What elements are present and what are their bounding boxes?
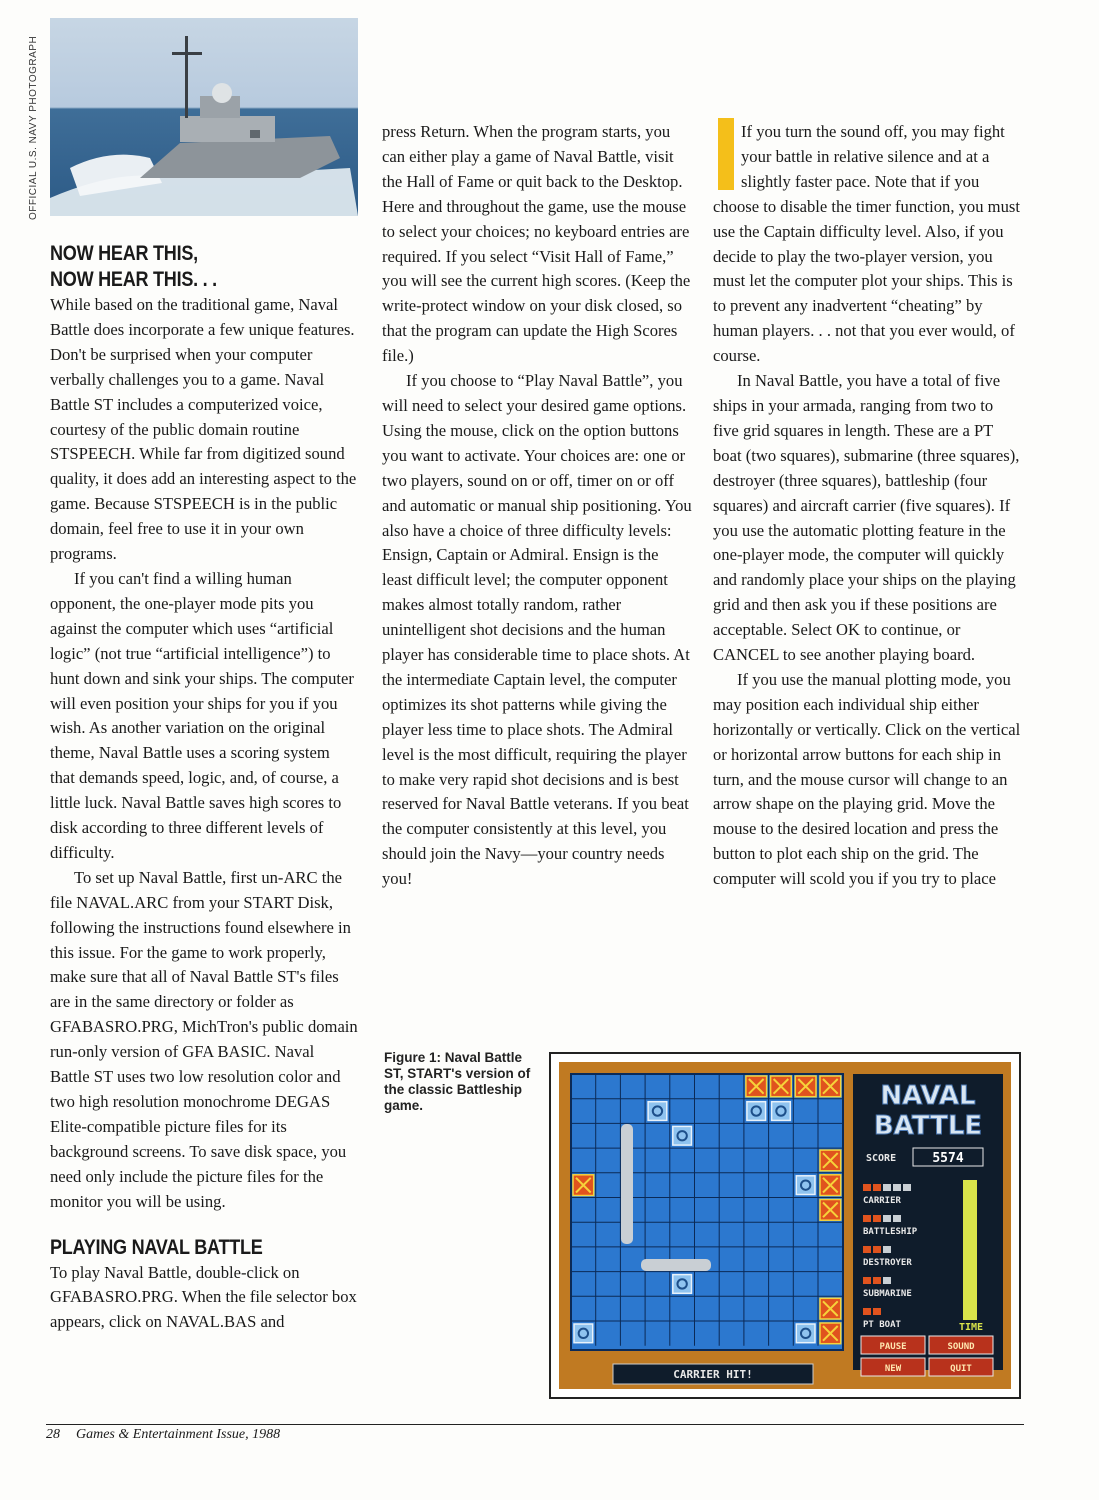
ship-segment-indicator <box>863 1184 871 1191</box>
battleship-ship <box>641 1259 711 1271</box>
paragraph: If you turn the sound off, you may fight your battle in relative silence and at a slightly faster pace. Note that if you choose to disable the timer function, you must use the Captain difficulty level. Also, if you decide to play the two-player version, you must let the computer plot your ships. This is to prevent any inadvertent “cheating” by human players. . . not that you ever would, of course. <box>713 122 1020 366</box>
miss-marker <box>648 1102 667 1121</box>
carrier-ship <box>621 1124 633 1244</box>
svg-text:PAUSE: PAUSE <box>879 1342 907 1352</box>
ship-segment-indicator <box>863 1246 871 1253</box>
miss-marker <box>796 1176 815 1195</box>
patrol-boat-illustration <box>50 18 358 216</box>
time-label: TIME <box>958 1322 984 1333</box>
column-2 <box>382 120 692 892</box>
svg-text:SOUND: SOUND <box>947 1342 975 1352</box>
hit-marker <box>820 1298 841 1319</box>
heading-line: NOW HEAR THIS, <box>50 242 198 265</box>
section-heading-playing: PLAYING NAVAL BATTLE <box>50 1235 263 1259</box>
paragraph: If you use the manual plotting mode, you may position each individual ship either horizontally or vertically. Click on the vertical or horizontal arrow buttons for each ship in turn, and the mouse cursor will change to an arrow shape on the playing grid. Move the mouse to the desired location and press the button to plot each ship on the grid. The computer will scold you if you try to place <box>713 669 1021 889</box>
game-title-line1: NAVAL <box>880 1081 976 1111</box>
paragraph: In Naval Battle, you have a total of five ships in your armada, ranging from two to five grid squares in length. These are a PT boat (two squares), submarine (three squares), destroyer (three squares), battleship (four squares) and aircraft carrier (five squares). If you use the automatic plotting feature in the one-player mode, the computer will quickly and randomly place your ships on the playing grid and then ask you if these positions are acceptable. Select OK to continue, or CANCEL to see another playing board. <box>713 371 1020 665</box>
column-1 <box>50 241 358 1335</box>
ship-segment-indicator <box>883 1246 891 1253</box>
ship-label: CARRIER <box>863 1196 901 1206</box>
ship-segment-indicator <box>893 1215 901 1222</box>
ship-label: PT BOAT <box>863 1320 901 1330</box>
section-heading-now-hear-this <box>50 241 315 293</box>
ship-segment-indicator <box>863 1277 871 1284</box>
score-label: SCORE <box>866 1153 897 1164</box>
issue-title: Games & Entertainment Issue, 1988 <box>76 1427 281 1442</box>
ship-segment-indicator <box>873 1246 881 1253</box>
navy-ship-photo <box>50 18 358 216</box>
ship-segment-indicator <box>883 1277 891 1284</box>
game-title-line2: BATTLE <box>873 1111 983 1141</box>
ship-segment-indicator <box>903 1184 911 1191</box>
score-value: 5574 <box>932 1151 964 1166</box>
quit-button[interactable] <box>929 1358 993 1376</box>
hit-marker <box>746 1076 767 1097</box>
paragraph: While based on the traditional game, Naval Battle does incorporate a few unique features. Don't be surprised when your computer verbally challenges you to a game. Naval Battle ST includes a computerized voice, courtesy of the public domain routine STSPEECH. While far from digitized sound quality, it does add an interesting aspect to the game. Because STSPEECH is in the public domain, feel free to use it in your own programs. <box>50 295 357 564</box>
ship-label: SUBMARINE <box>863 1289 912 1299</box>
paragraph: To set up Naval Battle, first un-ARC the file NAVAL.ARC from your START Disk, following the instructions found elsewhere in this issue. For the game to work properly, make sure that all of Naval Battle ST's files are in the same directory or folder as GFABASRO.PRG, MichTron's public domain run-only version of GFA BASIC. Naval Battle ST uses two low resolution color and two high resolution monochrome DEGAS Elite-compatible picture files for its background screens. To save disk space, you need only include the picture files for the monitor you will be using. <box>50 867 358 1211</box>
paragraph: press Return. When the program starts, you can either play a game of Naval Battle, visit the Hall of Fame or quit back to the Desktop. Here and throughout the game, use the mouse to select your choices; no keyboard entries are required. If you select “Visit Hall of Fame,” you will see the current high scores. (Keep the write-protect window on your disk closed, so that the program can update the High Scores file.) <box>382 122 691 366</box>
miss-marker <box>673 1275 692 1294</box>
column-3 <box>713 120 1023 892</box>
naval-battle-screen <box>551 1054 1019 1397</box>
ship-segment-indicator <box>873 1184 881 1191</box>
ship-label: DESTROYER <box>863 1258 912 1268</box>
hit-marker <box>820 1076 841 1097</box>
hit-marker <box>573 1175 594 1196</box>
paragraph: If you can't find a willing human opponent, the one-player mode pits you against the computer which uses “artificial logic” (not true “artificial intelligence”) to hunt down and sink your ships. The computer will even position your ships for you if you wish. As another variation on the original theme, Naval Battle uses a scoring system that demands speed, logic, and, of course, a little luck. Naval Battle saves high scores to disk according to three different levels of difficulty. <box>50 568 354 862</box>
hit-marker <box>820 1150 841 1171</box>
ship-label: BATTLESHIP <box>863 1227 918 1237</box>
ship-segment-indicator <box>863 1308 871 1315</box>
photo-credit: OFFICIAL U.S. NAVY PHOTOGRAPH <box>28 35 39 220</box>
ship-segment-indicator <box>873 1308 881 1315</box>
ship-segment-indicator <box>863 1215 871 1222</box>
new-button[interactable] <box>861 1358 925 1376</box>
time-bar <box>963 1180 977 1320</box>
miss-marker <box>673 1126 692 1145</box>
ship-segment-indicator <box>883 1184 891 1191</box>
figure-caption: Figure 1: Naval Battle ST, START's version of the classic Battleship game. <box>384 1050 531 1113</box>
paragraph: If you choose to “Play Naval Battle”, you will need to select your desired game options. Using the mouse, click on the option buttons you want to activate. Your choices are: one or two players, sound on or off, timer on or off and automatic or manual ship positioning. You also have a choice of three difficulty levels: Ensign, Captain or Admiral. Ensign is the least difficult level; the computer opponent makes almost totally random, rather unintelligent shot decisions and the human player has considerable time to place shots. At the intermediate Captain level, the computer optimizes its shot patterns while giving the player less time to place shots. The Admiral level is the most difficult, requiring the player to make very rapid shot decisions and is best reserved for Naval Battle veterans. If you beat the computer consistently at this level, you should join the Navy—your country needs you! <box>382 371 692 889</box>
sound-button[interactable] <box>929 1336 993 1354</box>
ship-segment-indicator <box>873 1215 881 1222</box>
status-message: CARRIER HIT! <box>673 1368 753 1381</box>
hit-marker <box>820 1175 841 1196</box>
hit-marker <box>820 1200 841 1221</box>
footer-rule <box>46 1424 1024 1425</box>
playing-grid <box>571 1074 843 1350</box>
miss-marker <box>796 1324 815 1343</box>
ship-segment-indicator <box>893 1184 901 1191</box>
miss-marker <box>747 1102 766 1121</box>
hit-marker <box>771 1076 792 1097</box>
ship-segment-indicator <box>883 1215 891 1222</box>
paragraph: To play Naval Battle, double-click on GFABASRO.PRG. When the file selector box appears, click on NAVAL.BAS and <box>50 1262 357 1332</box>
page-footer <box>46 1427 280 1443</box>
svg-text:QUIT: QUIT <box>950 1364 972 1374</box>
hit-marker <box>795 1076 816 1097</box>
pause-button[interactable] <box>861 1336 925 1354</box>
miss-marker <box>574 1324 593 1343</box>
hit-marker <box>820 1323 841 1344</box>
miss-marker <box>772 1102 791 1121</box>
ship-segment-indicator <box>873 1277 881 1284</box>
figure-game-screenshot <box>549 1052 1021 1399</box>
svg-text:NEW: NEW <box>884 1364 902 1374</box>
page-number: 28 <box>46 1427 60 1442</box>
heading-line: NOW HEAR THIS. . . <box>50 268 217 291</box>
